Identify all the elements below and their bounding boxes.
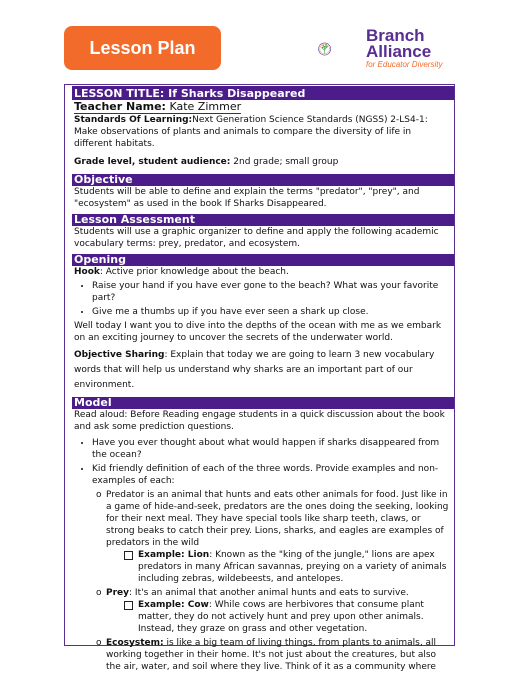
objective-text: Students will be able to define and explain the terms "predator", "prey", and "ecosystem" as used in the book If Sharks Disappeared. [74, 187, 420, 209]
cow-label: Example: Cow [138, 600, 209, 610]
ecosystem-label: Ecosystem: [106, 638, 164, 648]
list-item: • Have you ever thought about what would happen if sharks disappeared from the ocean? [92, 437, 452, 461]
predator-text: Predator is an animal that hunts and eats other animals for food. Just like in a game of hide-and-seek, predators are the ones doing the seeking, looking for their next meal. They have special tools like sharp teeth, claws, or strong beaks to catch their prey. Lions, sharks, and eagles are examples of predators in the wild [106, 490, 449, 548]
lion-text: : Known as the "king of the jungle," lions are apex predators in many African savannas, preying on a variety of animals including zebras, wildebeests, and antelopes. [138, 550, 447, 584]
model-intro: Read aloud: Before Reading engage students in a quick discussion about the book and ask some prediction questions. [74, 410, 445, 432]
ecosystem-text: is like a big team of living things, from plants to animals, all working together in their home. It's not just about the creatures, but also the air, water, and soil where they live. Think of it as a community where [106, 638, 437, 672]
grade-level [74, 156, 452, 168]
predator-item [96, 489, 452, 585]
teacher-line [74, 101, 452, 114]
lesson-plan-badge: Lesson Plan [64, 26, 221, 70]
checkbox-icon [124, 601, 133, 610]
standards-value: Next Generation Science Standards (NGSS) 2-LS4-1: Make observations of plants and animals to compare the diversity of life in different habitats. [74, 115, 428, 149]
objective-sharing-label: Objective Sharing [74, 350, 165, 360]
model-heading: Model [72, 397, 454, 409]
lesson-title-bar: LESSON TITLE: If Sharks Disappeared [72, 86, 454, 100]
objective-heading: Objective [72, 174, 454, 186]
ecosystem-item [96, 637, 452, 673]
hook-text: : Active prior knowledge about the beach. [99, 267, 289, 277]
hook-label: Hook [74, 267, 100, 277]
prey-label: Prey [106, 588, 130, 598]
branch-alliance-logo [318, 24, 364, 74]
grade-value: 2nd grade; small group [233, 157, 339, 167]
logo-brand-line2: Alliance [366, 42, 432, 61]
logo-text [366, 28, 442, 70]
opening-paragraph: Well today I want you to dive into the depths of the ocean with me as we embark on an exciting journey to uncover the secrets of the underwater world. [74, 321, 442, 343]
cow-example [124, 599, 452, 635]
sub-marker: o [96, 588, 102, 598]
model-list [74, 437, 452, 487]
sub-marker: o [96, 638, 102, 648]
prey-examples [106, 599, 452, 635]
standards [74, 114, 452, 150]
teacher-value: Kate Zimmer [169, 100, 242, 113]
lion-label: Example: Lion [138, 550, 210, 560]
prey-item [96, 587, 452, 635]
definitions [74, 489, 452, 673]
opening-heading: Opening [72, 254, 454, 266]
grade-label: Grade level, student audience: [74, 157, 231, 167]
objective-sharing-text: : Explain that today we are going to learn 3 new vocabulary words that will help us understand why sharks are an important part of our environment. [74, 350, 435, 390]
hook [74, 266, 452, 278]
list-item: • Kid friendly definition of each of the three words. Provide examples and non-examples of each: [92, 463, 452, 487]
assessment-text: Students will use a graphic organizer to define and apply the following academic vocabulary terms: prey, predator, and ecosystem. [74, 227, 439, 249]
lesson-content [74, 86, 452, 675]
predator-examples [106, 549, 452, 585]
teacher-field [74, 101, 241, 114]
teacher-label: Teacher Name: [74, 100, 166, 113]
list-item: • Raise your hand if you have ever gone to the beach? What was your favorite part? [92, 280, 452, 304]
assessment-heading: Lesson Assessment [72, 214, 454, 226]
checkbox-icon [124, 551, 133, 560]
standards-label: Standards Of Learning: [74, 115, 193, 125]
lion-example [124, 549, 452, 585]
objective-sharing [74, 348, 452, 393]
logo-brand-line1: Branch [366, 26, 425, 45]
list-item: • Give me a thumbs up if you have ever seen a shark up close. [92, 306, 452, 318]
cow-text: : While cows are herbivores that consume plant matter, they do not actively hunt and prey upon other animals. Instead, they graze on grass and other vegetation. [138, 600, 424, 634]
sub-marker: o [96, 490, 102, 500]
prey-text: : It's an animal that another animal hunts and eats to survive. [129, 588, 409, 598]
logo-tagline: for Educator Diversity [366, 60, 443, 69]
opening-list [74, 280, 452, 318]
